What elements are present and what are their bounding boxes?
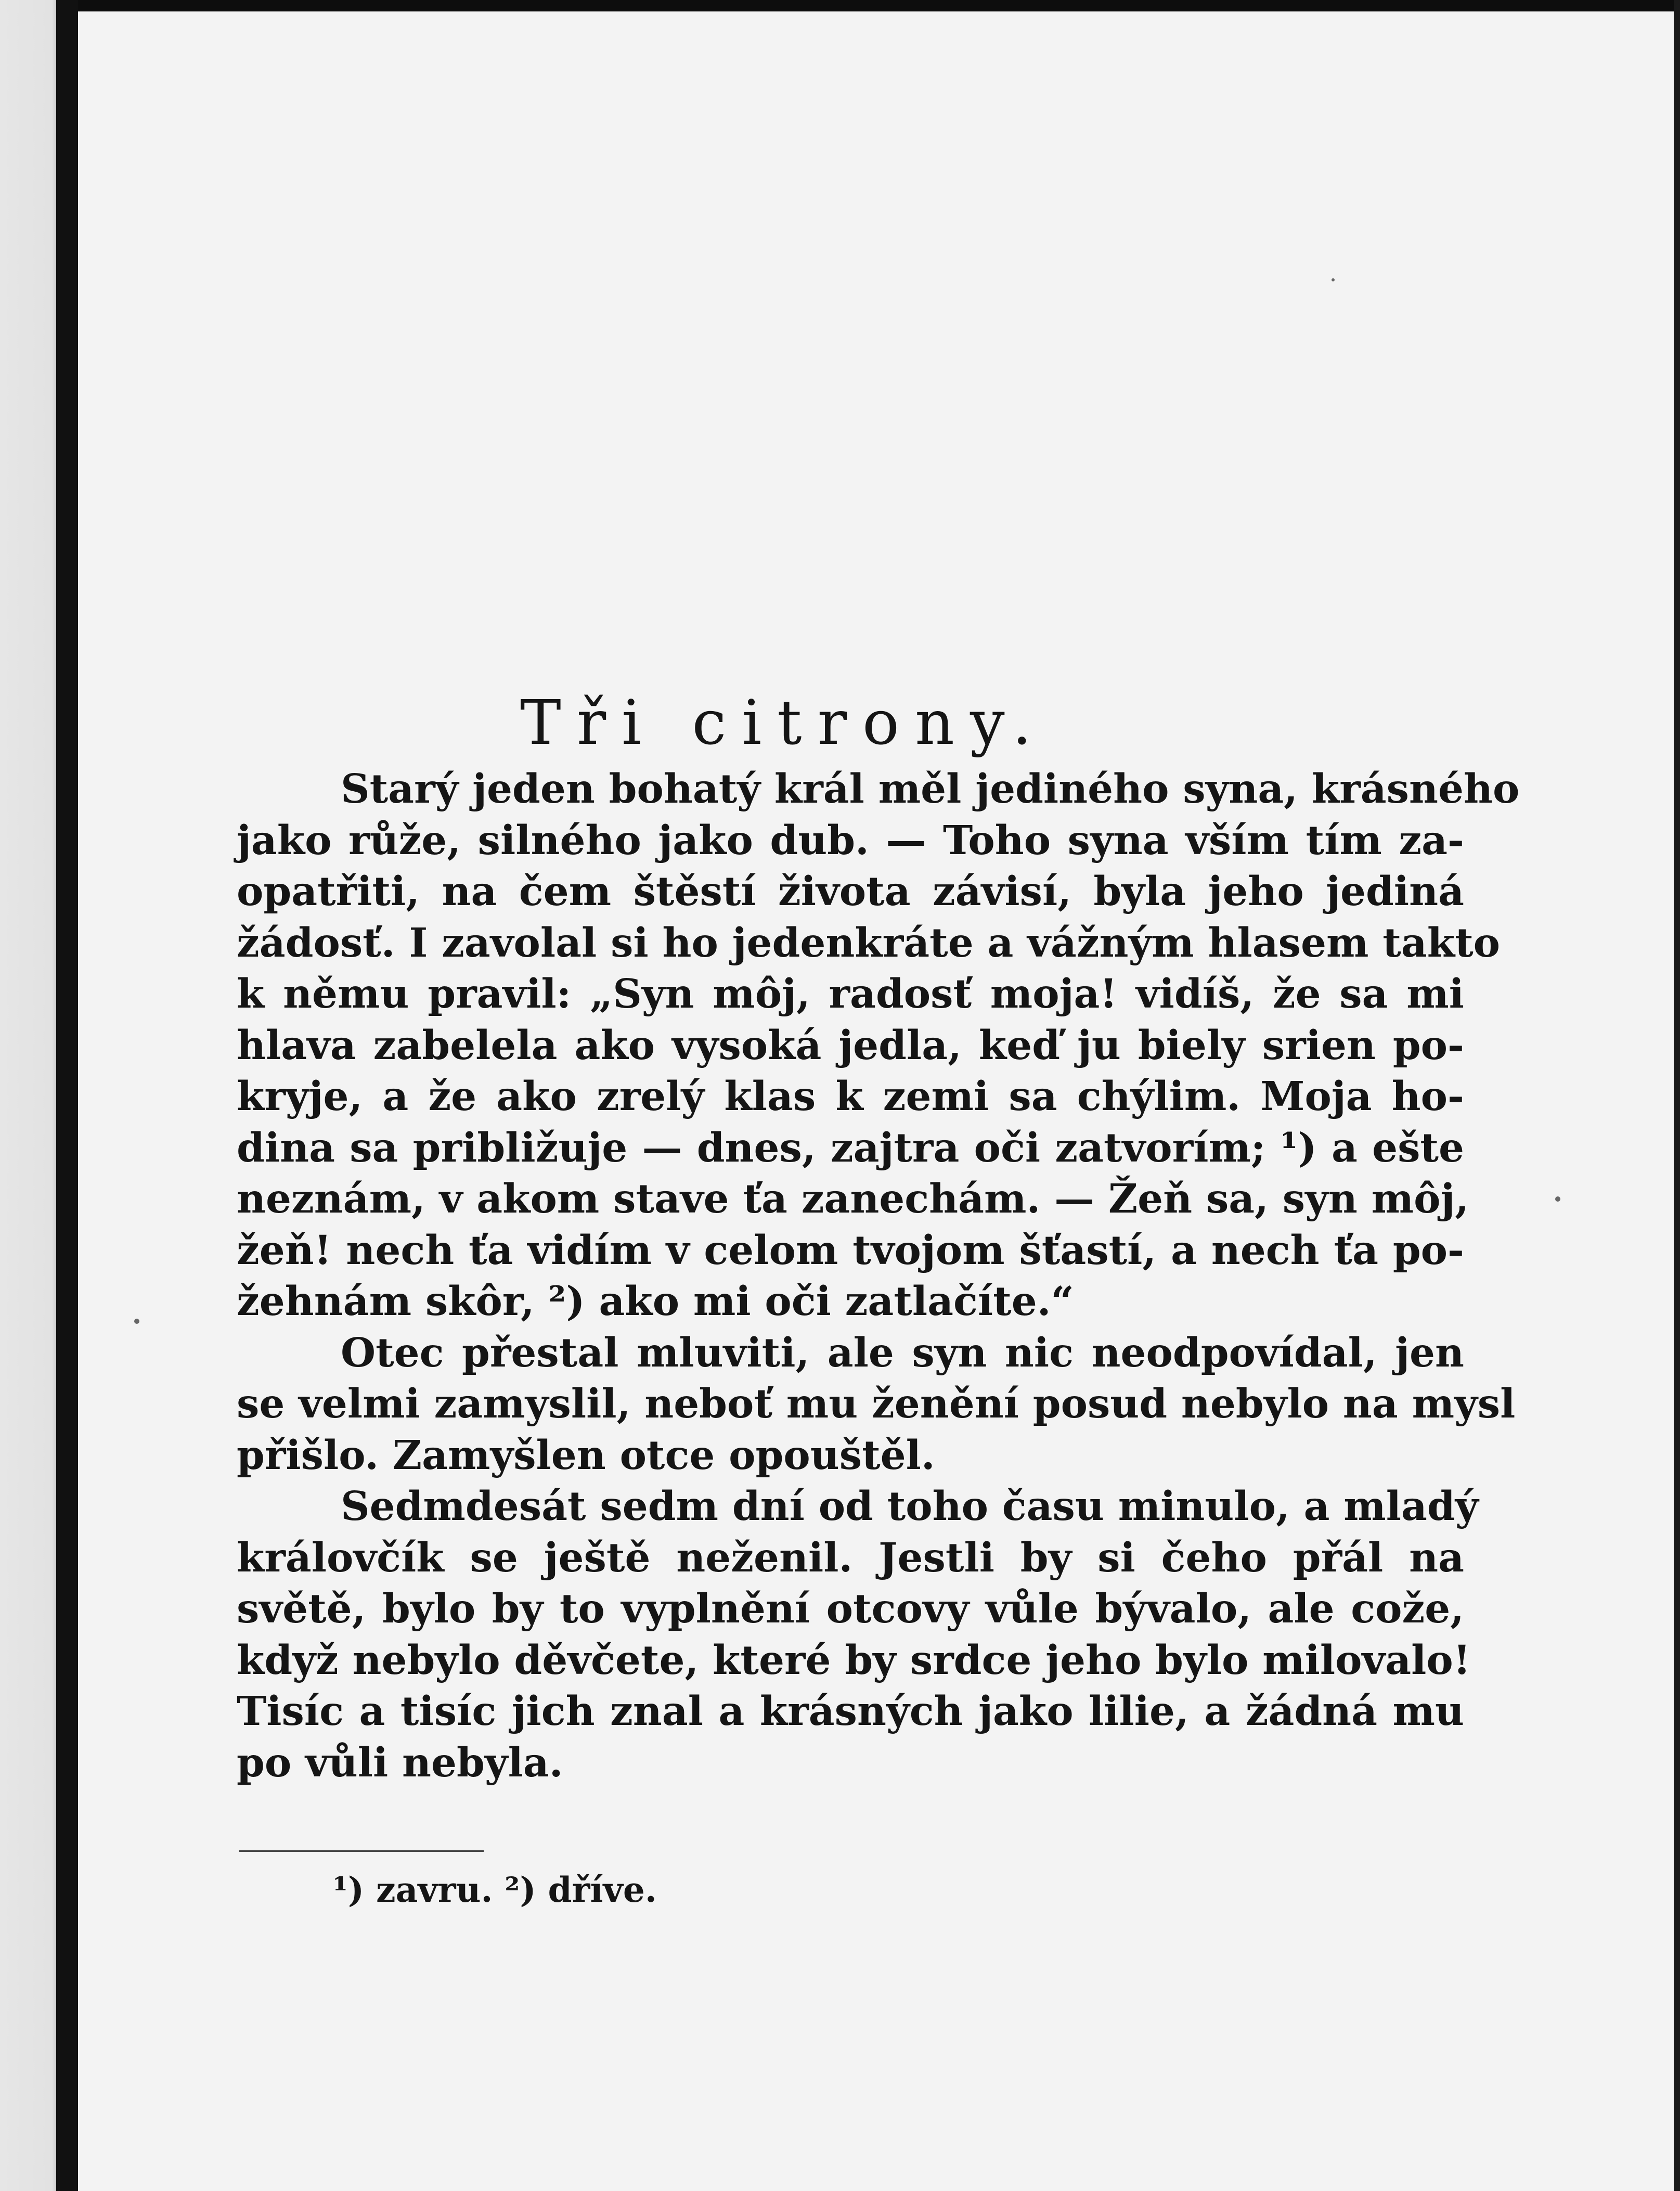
text-line: Tisíc a tisíc jich znal a krásných jako lilie, a žádná mu bbox=[237, 1688, 1464, 1735]
body-text bbox=[237, 764, 1520, 1788]
text-line: po vůli nebyla. bbox=[237, 1739, 563, 1786]
scan-speck bbox=[134, 1319, 139, 1324]
text-line: Starý jeden bohatý král měl jediného syna, krásného bbox=[341, 766, 1520, 813]
text-line: se velmi zamyslil, neboť mu ženění posud nebylo na mysl bbox=[237, 1381, 1516, 1427]
scan-speck bbox=[1555, 1196, 1560, 1202]
text-line: dina sa približuje — dnes, zajtra oči zatvorím; ¹) a ešte bbox=[237, 1124, 1464, 1171]
chapter-title: Tři citrony. bbox=[520, 687, 1048, 759]
footnote-separator bbox=[239, 1850, 484, 1852]
text-line: když nebylo děvčete, které by srdce jeho bylo milovalo! bbox=[237, 1636, 1471, 1684]
text-line: přišlo. Zamyšlen otce opouštěl. bbox=[237, 1432, 935, 1479]
page-right-edge bbox=[1674, 0, 1680, 2191]
text-line: královčík se ještě neženil. Jestli by si čeho přál na bbox=[237, 1534, 1464, 1581]
text-line: Otec přestal mluviti, ale syn nic neodpovídal, jen bbox=[341, 1329, 1464, 1376]
text-line: žeň! nech ťa vidím v celom tvojom šťastí, a nech ťa po- bbox=[237, 1227, 1464, 1274]
text-line: opatřiti, na čem štěstí života závisí, byla jeho jediná bbox=[237, 868, 1464, 915]
book-spine-edge bbox=[56, 0, 78, 2191]
text-line: světě, bylo by to vyplnění otcovy vůle bývalo, ale cože, bbox=[237, 1586, 1464, 1632]
scan-left-margin bbox=[0, 0, 56, 2191]
text-line: neznám, v akom stave ťa zanechám. — Žeň sa, syn môj, bbox=[237, 1176, 1469, 1222]
text-line: žehnám skôr, ²) ako mi oči zatlačíte.“ bbox=[237, 1278, 1074, 1325]
footnotes: ¹) zavru. ²) dříve. bbox=[333, 1870, 657, 1910]
text-line: k němu pravil: „Syn môj, radosť moja! vidíš, že sa mi bbox=[237, 971, 1464, 1017]
text-line: Sedmdesát sedm dní od toho času minulo, a mladý bbox=[341, 1483, 1479, 1530]
text-line: žádosť. I zavolal si ho jedenkráte a vážným hlasem takto bbox=[237, 919, 1501, 966]
page-top-edge bbox=[0, 0, 1680, 11]
scan-speck bbox=[1332, 278, 1335, 281]
text-line: hlava zabelela ako vysoká jedla, keď ju biely srien po- bbox=[237, 1022, 1464, 1069]
text-line: jako růže, silného jako dub. — Toho syna vším tím za- bbox=[237, 817, 1464, 864]
text-line: kryje, a že ako zrelý klas k zemi sa chýlim. Moja ho- bbox=[237, 1073, 1464, 1120]
